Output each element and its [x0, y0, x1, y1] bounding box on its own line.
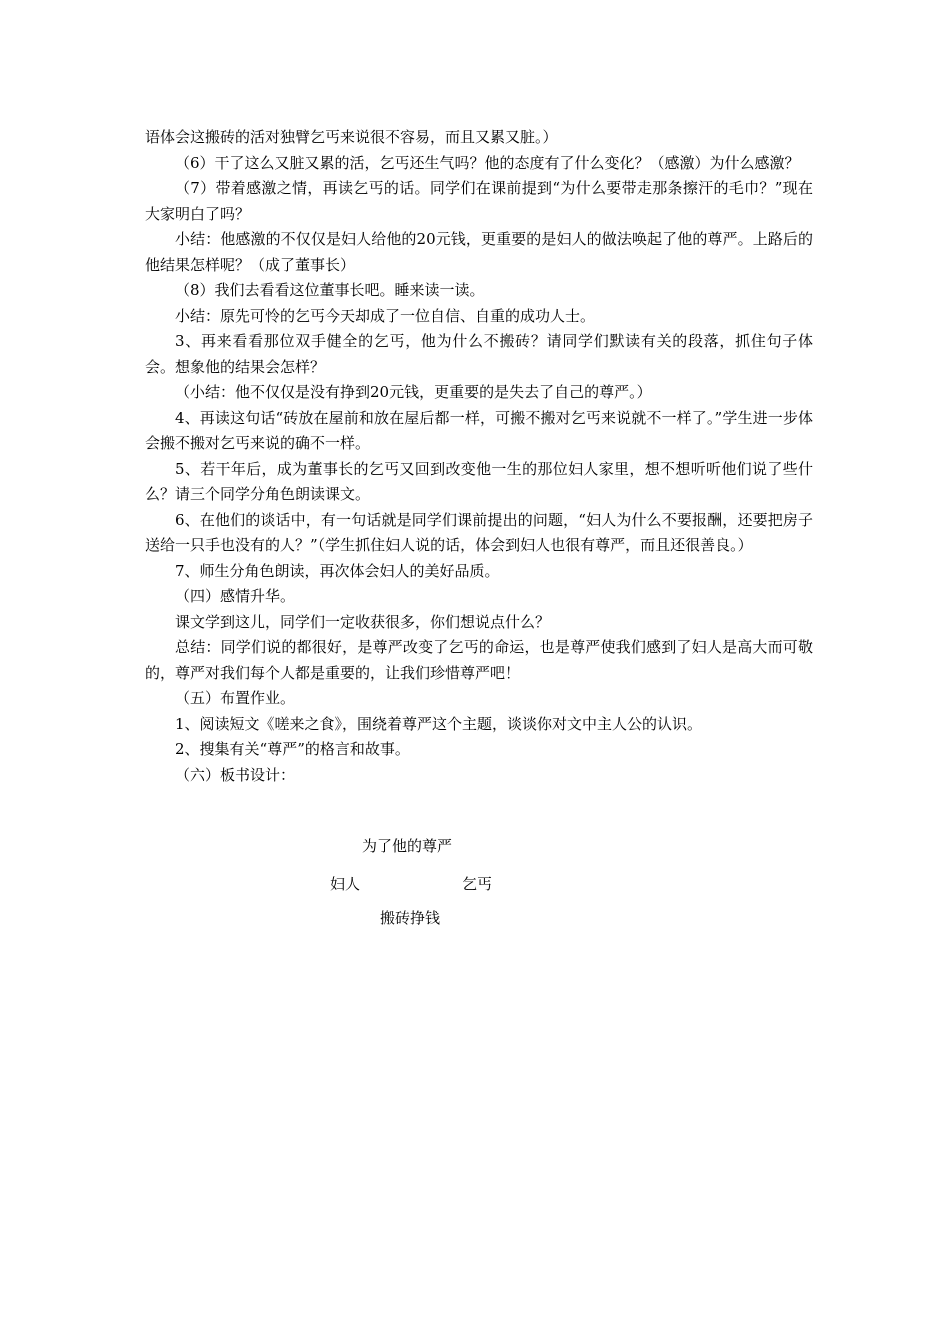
- section-heading-6: （六）板书设计：: [175, 765, 296, 784]
- paragraph-4: 小结：他感激的不仅仅是妇人给他的20元钱，更重要的是妇人的做法唤起了他的尊严。上路后的他结果怎样呢？（成了董事长）: [145, 230, 813, 274]
- paragraph-8: （小结：他不仅仅是没有挣到20元钱，更重要的是失去了自己的尊严。）: [175, 383, 652, 401]
- paragraph-10: 5、若干年后，成为董事长的乞丐又回到改变他一生的那位妇人家里，想不想听听他们说了些什么？请三个同学分角色朗读课文。: [145, 459, 813, 503]
- paragraph-9: 4、再读这句话“砖放在屋前和放在屋后都一样，可搬不搬对乞丐来说就不一样了。”学生进一步体会搬不搬对乞丐来说的确不一样。: [145, 408, 813, 452]
- paragraph-3: （7）带着感激之情，再读乞丐的话。同学们在课前提到“为什么要带走那条擦汗的毛巾？”现在大家明白了吗？: [145, 179, 813, 223]
- paragraph-12: 7、师生分角色朗读，再次体会妇人的美好品质。: [175, 561, 500, 580]
- board-woman-label: 妇人: [330, 875, 361, 893]
- paragraph-15: 总结：同学们说的都很好，是尊严改变了乞丐的命运，也是尊严使我们感到了妇人是高大而可敬的，尊严对我们每个人都是重要的，让我们珍惜尊严吧！: [145, 638, 813, 682]
- paragraph-7: 3、再来看看那位双手健全的乞丐，他为什么不搬砖？请同学们默读有关的段落，抓住句子体会。想象他的结果会怎样？: [145, 332, 813, 376]
- paragraph-5: （8）我们去看看这位董事长吧。睡来读一读。: [175, 281, 485, 299]
- homework-item-2: 2、搜集有关“尊严”的格言和故事。: [175, 740, 410, 758]
- paragraph-6: 小结：原先可怜的乞丐今天却成了一位自信、自重的成功人士。: [175, 306, 596, 325]
- paragraph-14: 课文学到这儿，同学们一定收获很多，你们想说点什么？: [175, 612, 551, 631]
- paragraph-11: 6、在他们的谈话中，有一句话就是同学们课前提出的问题，“妇人为什么不要报酬，还要把房子送给一只手也没有的人？”（学生抓住妇人说的话，体会到妇人也很有尊严，而且还很善良。）: [145, 510, 813, 554]
- section-heading-5: （五）布置作业。: [175, 689, 296, 707]
- board-beggar-label: 乞丐: [462, 875, 493, 893]
- section-heading-4: （四）感情升华。: [175, 587, 296, 605]
- paragraph-1: 语体会这搬砖的活对独臂乞丐来说很不容易，而且又累又脏。）: [145, 128, 558, 146]
- paragraph-2: （6）干了这么又脏又累的活，乞丐还生气吗？他的态度有了什么变化？（感激）为什么感激？: [175, 153, 800, 172]
- homework-item-1: 1、阅读短文《嗟来之食》，围绕着尊严这个主题，谈谈你对文中主人公的认识。: [175, 714, 703, 733]
- board-title: 为了他的尊严: [362, 837, 453, 855]
- board-bottom-label: 搬砖挣钱: [380, 909, 441, 927]
